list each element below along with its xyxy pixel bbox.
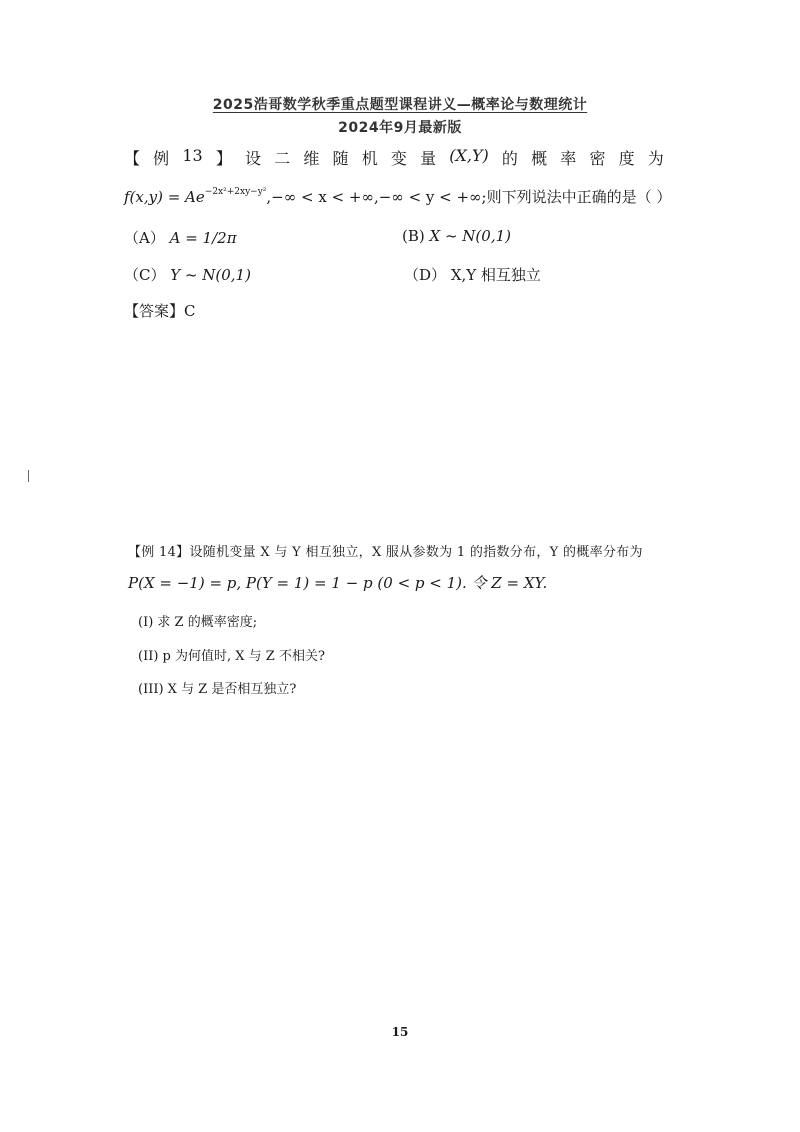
q13-answer [124, 300, 196, 321]
course-title: 2025浩哥数学秋季重点题型课程讲义—概率论与数理统计 [212, 97, 588, 113]
density-exponent: −2x²+2xy−y² [204, 187, 267, 197]
option-b-text: X ~ N(0,1) [429, 227, 511, 245]
q14-subquestion-2: (II) p 为何值时, X 与 Z 不相关? [138, 649, 325, 664]
density-function: f(x,y) = Ae [124, 188, 205, 206]
option-a-label: （A） [124, 229, 165, 247]
option-b-label: (B) [402, 227, 425, 245]
stem-token: (X,Y) [449, 146, 489, 165]
q14-stem: 【例 14】设随机变量 X 与 Y 相互独立，X 服从参数为 1 的指数分布，Y 的概率分布为 [128, 545, 643, 560]
stem-token: 率 [560, 149, 577, 168]
q14-distribution: P(X = −1) = p, P(Y = 1) = 1 − p (0 < p < 1). 令 Z = XY. [128, 574, 548, 592]
stem-token: 二 [274, 149, 291, 168]
q14-subquestion-3: (III) X 与 Z 是否相互独立? [138, 682, 297, 697]
q13-density-formula [124, 186, 671, 207]
answer-label: 【答案】 [124, 302, 185, 320]
stem-token: 机 [361, 149, 378, 168]
stem-token: 例 [153, 149, 170, 168]
option-c-text: Y ~ N(0,1) [170, 266, 251, 284]
scan-margin-mark [28, 470, 29, 482]
stem-token: 随 [332, 149, 349, 168]
option-d-label: （D） [404, 266, 447, 284]
stem-token: 13 [182, 146, 203, 165]
q13-stem [124, 146, 664, 169]
option-d [404, 264, 541, 285]
stem-token: 度 [618, 149, 635, 168]
stem-token: 设 [245, 149, 262, 168]
option-d-text: X,Y 相互独立 [450, 266, 541, 284]
option-a-text: A = 1/2π [169, 229, 237, 247]
stem-token: 变 [390, 149, 407, 168]
option-c [124, 264, 251, 285]
option-b [402, 227, 511, 245]
q13-question-tail: 则下列说法中正确的是（ ） [486, 188, 672, 206]
q14-subquestion-1: (I) 求 Z 的概率密度; [138, 615, 258, 630]
stem-token: 为 [647, 149, 664, 168]
stem-token: 维 [303, 149, 320, 168]
stem-token: 【 [124, 149, 141, 168]
page-number: 15 [391, 1025, 409, 1039]
density-domain: ,−∞ < x < +∞,−∞ < y < +∞; [266, 188, 487, 206]
stem-token: 密 [589, 149, 606, 168]
stem-token: 】 [215, 149, 232, 168]
stem-token: 的 [501, 149, 518, 168]
option-c-label: （C） [124, 266, 166, 284]
answer-value: C [184, 302, 196, 320]
option-a [124, 227, 237, 248]
stem-token: 概 [531, 149, 548, 168]
stem-token: 量 [420, 149, 437, 168]
page-header [0, 94, 800, 137]
edition-label: 2024年9月最新版 [338, 120, 462, 136]
